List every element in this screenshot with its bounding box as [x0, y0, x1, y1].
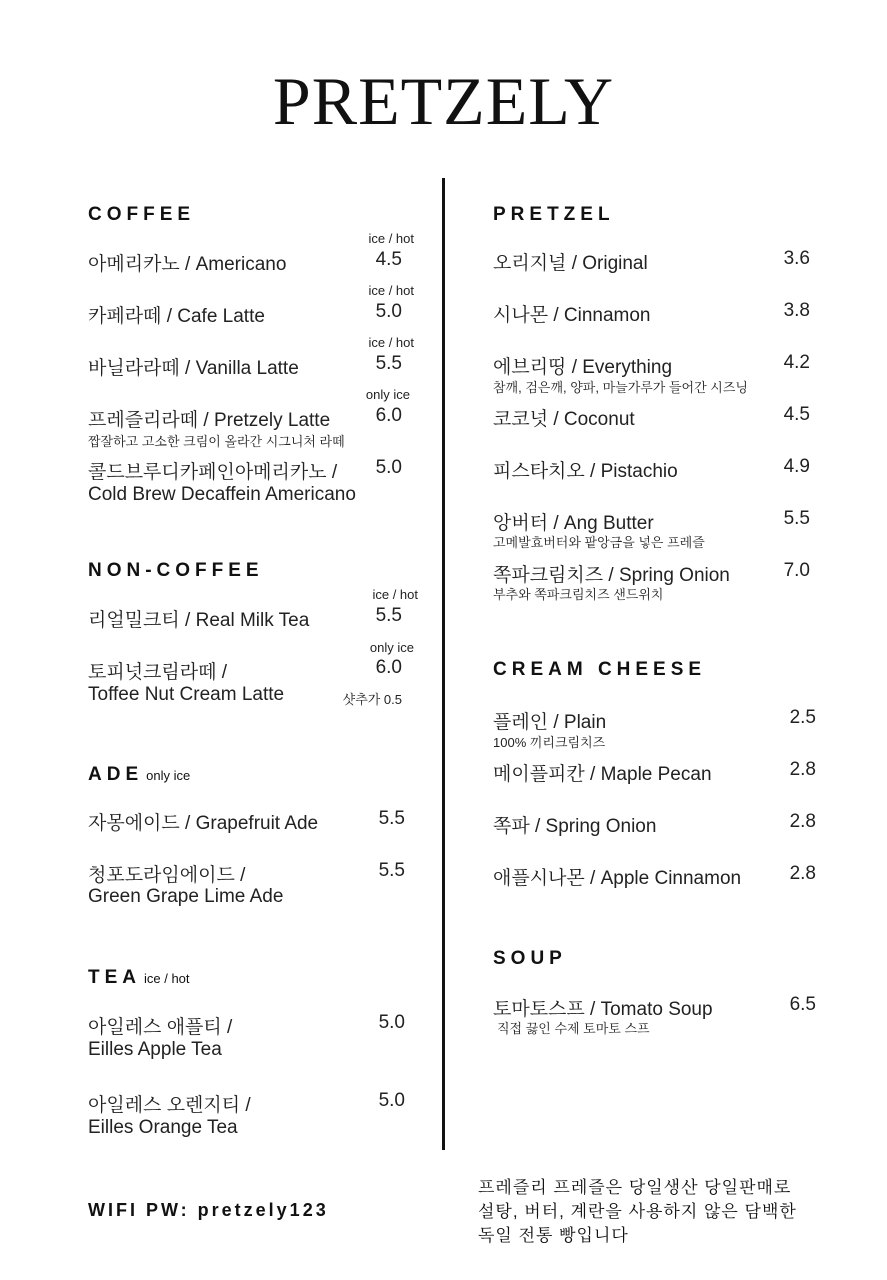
temp-tag: ice / hot — [372, 587, 418, 602]
menu-item-name: 시나몬 / Cinnamon — [493, 305, 651, 326]
menu-item-description: 고메발효버터와 팥앙금을 넣은 프레즐 — [493, 535, 705, 550]
menu-item-name-english: Cold Brew Decaffein Americano — [88, 484, 356, 505]
menu-item-description: 부추와 쪽파크림치즈 샌드위치 — [493, 587, 664, 602]
menu-item-description: 직접 끓인 수제 토마토 스프 — [497, 1021, 650, 1036]
extra-shot-note: 샷추가 0.5 — [342, 692, 402, 707]
menu-item-price: 4.2 — [783, 352, 810, 373]
menu-item-price: 3.6 — [783, 248, 810, 269]
menu-item-price: 5.0 — [375, 457, 402, 478]
bakery-note-line: 독일 전통 빵입니다 — [478, 1226, 629, 1245]
menu-item-name: 아일레스 오렌지티 / — [88, 1095, 251, 1116]
menu-item-name: 피스타치오 / Pistachio — [493, 461, 678, 482]
menu-title: PRETZELY — [272, 63, 615, 139]
menu-item-description: 100% 끼리크림치즈 — [493, 735, 606, 750]
menu-item-price: 5.5 — [375, 605, 402, 626]
menu-item-price: 6.0 — [375, 657, 402, 678]
menu-item-name: 아일레스 애플티 / — [88, 1017, 233, 1038]
column-divider — [442, 178, 445, 1150]
menu-item-name: 메이플피칸 / Maple Pecan — [493, 764, 712, 785]
bakery-note-line: 설탕, 버터, 계란을 사용하지 않은 담백한 — [478, 1202, 797, 1221]
temp-tag: only ice — [365, 387, 410, 402]
section-heading-pretzel: PRETZEL — [493, 204, 615, 225]
menu-item-price: 2.8 — [789, 863, 816, 884]
menu-item-name: 카페라떼 / Cafe Latte — [88, 306, 265, 327]
menu-item-name-english: Green Grape Lime Ade — [88, 886, 284, 907]
menu-item-price: 2.8 — [789, 759, 816, 780]
menu-item-name: 에브리띵 / Everything — [493, 357, 673, 378]
section-heading-ade — [88, 764, 190, 786]
menu-item-price: 7.0 — [783, 560, 810, 581]
menu-item-name-english: Toffee Nut Cream Latte — [88, 684, 285, 705]
menu-item-name: 오리지널 / Original — [493, 253, 648, 274]
menu-item-price: 5.0 — [378, 1090, 405, 1111]
menu-item-name: 아메리카노 / Americano — [88, 254, 287, 275]
bakery-note-line: 프레즐리 프레즐은 당일생산 당일판매로 — [478, 1178, 792, 1197]
menu-item-price: 5.5 — [375, 353, 402, 374]
menu-item-name: 쪽파 / Spring Onion — [493, 816, 657, 837]
menu-item-name: 콜드브루디카페인아메리카노 / — [88, 462, 338, 483]
section-heading-text: ADE — [88, 764, 144, 785]
menu-item-price: 5.0 — [378, 1012, 405, 1033]
menu-item-price: 4.9 — [783, 456, 810, 477]
section-heading-soup: SOUP — [493, 948, 567, 969]
menu-item-description: 짭잘하고 고소한 크림이 올라간 시그니처 라떼 — [88, 434, 345, 449]
menu-item-name: 코코넛 / Coconut — [493, 409, 635, 430]
menu-item-name: 앙버터 / Ang Butter — [493, 513, 654, 534]
menu-item-price: 5.5 — [378, 860, 405, 881]
menu-item-price: 5.5 — [378, 808, 405, 829]
menu-item-name: 토피넛크림라떼 / — [88, 662, 228, 683]
section-heading-cream-cheese: CREAM CHEESE — [493, 659, 707, 680]
menu-item-price: 6.0 — [375, 405, 402, 426]
menu-item-name: 자몽에이드 / Grapefruit Ade — [88, 813, 319, 834]
temp-tag: ice / hot — [368, 283, 414, 298]
section-note: only ice — [146, 768, 191, 783]
menu-item-description: 참깨, 검은깨, 양파, 마늘가루가 들어간 시즈닝 — [493, 380, 748, 395]
temp-tag: ice / hot — [368, 335, 414, 350]
menu-item-name: 프레즐리라떼 / Pretzely Latte — [88, 410, 331, 431]
menu-item-name: 리얼밀크티 / Real Milk Tea — [88, 610, 310, 631]
menu-item-price: 6.5 — [789, 994, 816, 1015]
menu-item-name-english: Eilles Orange Tea — [88, 1117, 238, 1138]
menu-item-price: 2.8 — [789, 811, 816, 832]
menu-item-price: 4.5 — [375, 249, 402, 270]
section-note: ice / hot — [144, 971, 190, 986]
section-heading-text: TEA — [88, 967, 141, 988]
menu-item-name: 토마토스프 / Tomato Soup — [493, 999, 713, 1020]
section-heading-tea — [88, 967, 190, 989]
menu-item-name: 쪽파크림치즈 / Spring Onion — [493, 565, 730, 586]
menu-item-price: 5.5 — [783, 508, 810, 529]
menu-item-price: 5.0 — [375, 301, 402, 322]
menu-item-name: 애플시나몬 / Apple Cinnamon — [493, 868, 742, 889]
menu-item-price: 2.5 — [789, 707, 816, 728]
wifi-password: WIFI PW: pretzely123 — [88, 1200, 329, 1220]
section-heading-noncoffee: NON-COFFEE — [88, 560, 264, 581]
section-heading-coffee: COFFEE — [88, 204, 196, 225]
temp-tag: only ice — [369, 640, 414, 655]
bakery-note — [478, 1176, 858, 1248]
menu-item-name: 청포도라임에이드 / — [88, 865, 246, 886]
menu-item-name: 바닐라라떼 / Vanilla Latte — [88, 358, 299, 379]
menu-item-name-english: Eilles Apple Tea — [88, 1039, 222, 1060]
temp-tag: ice / hot — [368, 231, 414, 246]
menu-item-price: 4.5 — [783, 404, 810, 425]
menu-item-price: 3.8 — [783, 300, 810, 321]
menu-item-name: 플레인 / Plain — [493, 712, 607, 733]
